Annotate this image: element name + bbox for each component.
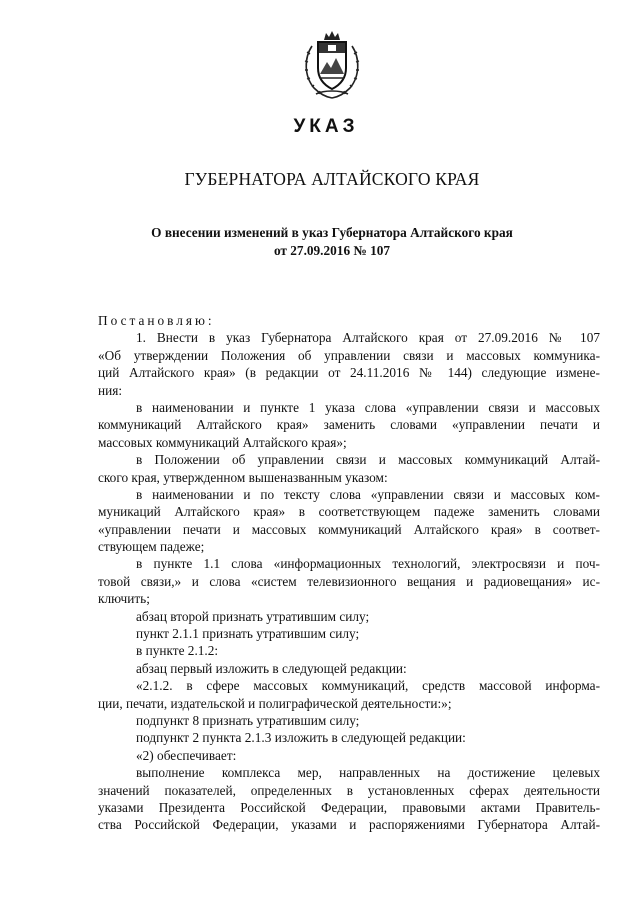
body-line: «управлении печати и массовых коммуникаций Алтайского края» в соответ-: [98, 521, 600, 537]
body-line: ства Российской Федерации, указами и распоряжениями Губернатора Алтай-: [98, 817, 600, 833]
body-line: в наименовании и по тексту слова «управлении связи и массовых ком-: [136, 486, 600, 502]
body-line: в Положении об управлении связи и массовых коммуникаций Алтай-: [136, 452, 600, 468]
body-line: подпункт 2 пункта 2.1.3 изложить в следующей редакции:: [136, 730, 466, 746]
body-line: абзац второй признать утратившим силу;: [136, 608, 370, 624]
document-body: [98, 312, 600, 834]
coat-of-arms-icon: [302, 28, 362, 100]
body-line: ключить;: [98, 591, 150, 607]
body-line: «Об утверждении Положения об управлении связи и массовых коммуника-: [98, 347, 600, 363]
body-line: ния:: [98, 382, 123, 398]
body-line: ского края, утвержденном вышеназванным указом:: [98, 469, 388, 485]
body-line: пункт 2.1.1 признать утратившим силу;: [136, 626, 360, 642]
body-line: «2) обеспечивает:: [136, 747, 237, 763]
body-line: Постановляю:: [98, 313, 215, 328]
subject-line: О внесении изменений в указ Губернатора Алтайского края: [151, 225, 513, 240]
body-line: выполнение комплекса мер, направленных на достижение целевых: [136, 765, 600, 781]
body-line: муникаций Алтайского края» в соответствующем падеже заменить словами: [98, 504, 600, 520]
subject-date-number: от 27.09.2016 № 107: [273, 243, 391, 258]
body-line: ций Алтайского края» (в редакции от 24.11.2016 № 144) следующие измене-: [98, 365, 600, 381]
body-line: значений показателей, определенных в установленных сферах деятельности: [98, 782, 600, 798]
body-line: 1. Внести в указ Губернатора Алтайского края от 27.09.2016 № 107: [136, 330, 600, 346]
body-line: в пункте 1.1 слова «информационных технологий, электросвязи и поч-: [136, 556, 600, 572]
body-line: указами Президента Российской Федерации, правовыми актами Правитель-: [98, 799, 600, 815]
body-line: массовых коммуникаций Алтайского края»;: [98, 434, 347, 450]
document-subject: [0, 224, 640, 260]
body-line: ции, печати, издательской и полиграфической деятельности:»;: [98, 695, 452, 711]
body-line: коммуникаций Алтайского края» заменить словами «управлении печати и: [98, 417, 600, 433]
body-line: подпункт 8 признать утратившим силу;: [136, 712, 360, 728]
body-line: в наименовании и пункте 1 указа слова «управлении связи и массовых: [136, 399, 600, 415]
document-title: УКАЗ: [293, 116, 359, 137]
body-line: товой связи,» и слова «систем телевизионного вещания и радиовещания» ис-: [98, 573, 600, 589]
body-line: в пункте 2.1.2:: [136, 643, 219, 659]
body-line: «2.1.2. в сфере массовых коммуникаций, средств массовой информа-: [136, 678, 600, 694]
body-line: ствующем падеже;: [98, 539, 205, 555]
issuing-authority: ГУБЕРНАТОРА АЛТАЙСКОГО КРАЯ: [184, 169, 480, 189]
body-line: абзац первый изложить в следующей редакции:: [136, 660, 407, 676]
